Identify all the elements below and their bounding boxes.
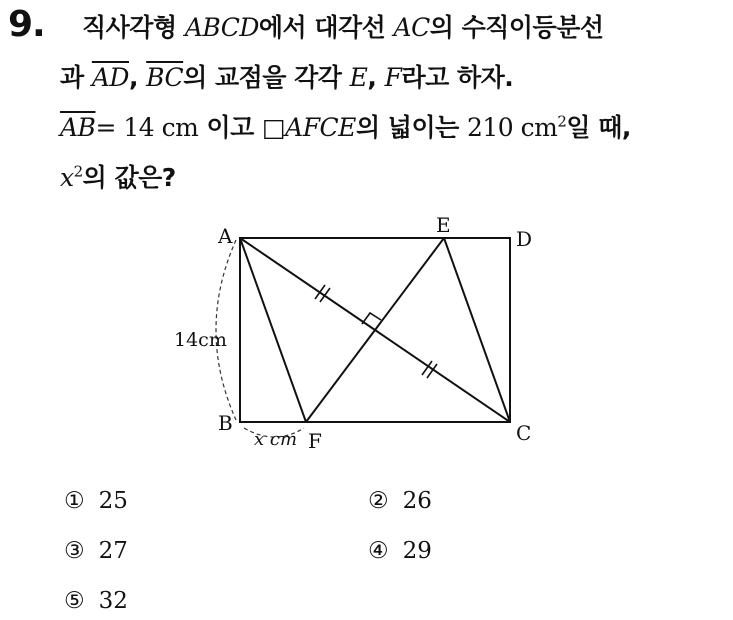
choice-value: 27	[98, 538, 128, 564]
text: 의 넓이는	[355, 113, 467, 142]
text: 에서 대각선	[258, 13, 394, 42]
side-length-label: 14cm	[174, 329, 227, 351]
text: 의 교점을 각각	[183, 63, 350, 92]
choice-mark: ⑤	[64, 588, 85, 614]
math-e: E	[349, 63, 368, 92]
label-f: F	[308, 429, 322, 453]
segment-fe	[306, 238, 444, 422]
choice-4[interactable]	[368, 538, 432, 564]
label-c: C	[516, 421, 532, 445]
math-x: x	[60, 163, 74, 192]
text: 이고	[198, 113, 263, 142]
x-length-label: x cm	[254, 429, 298, 450]
math-f: F	[384, 63, 402, 92]
choice-1[interactable]	[64, 488, 128, 514]
question-number: 9.	[8, 4, 45, 45]
text: 의 수직이등분선	[429, 13, 604, 42]
choice-mark: ④	[368, 538, 389, 564]
math-afce: AFCE	[285, 113, 356, 142]
math-area: 210 cm	[466, 113, 558, 142]
text: 일 때,	[566, 113, 631, 142]
math-ad: $\overline{AD}$	[91, 63, 129, 92]
text: 라고 하자.	[401, 63, 514, 92]
choice-mark: ②	[368, 488, 389, 514]
segment-af	[240, 238, 306, 422]
math-abcd: ABCD	[184, 13, 259, 42]
text: ,	[367, 63, 385, 92]
superscript: 2	[73, 162, 83, 181]
math-ab: $\overline{AB}$	[60, 113, 96, 142]
text: 과	[60, 63, 92, 92]
choice-value: 26	[402, 488, 432, 514]
text: 의 값은?	[82, 163, 176, 192]
text: 직사각형	[82, 13, 185, 42]
math-bc: $\overline{BC}$	[146, 63, 184, 92]
math-ac: AC	[393, 13, 430, 42]
choice-value: 29	[402, 538, 432, 564]
choice-3[interactable]	[64, 538, 128, 564]
text: ,	[128, 63, 147, 92]
segment-ec	[444, 238, 510, 422]
label-d: D	[516, 227, 533, 251]
choice-5[interactable]	[64, 588, 128, 614]
choice-value: 25	[98, 488, 128, 514]
choice-value: 32	[98, 588, 128, 614]
square-symbol: □	[262, 113, 286, 142]
choice-2[interactable]	[368, 488, 432, 514]
label-e: E	[436, 213, 451, 237]
choice-mark: ①	[64, 488, 85, 514]
label-b: B	[218, 411, 233, 435]
math-length: = 14 cm	[95, 113, 199, 142]
choice-mark: ③	[64, 538, 85, 564]
label-a: A	[218, 224, 233, 248]
superscript: 2	[557, 112, 567, 131]
